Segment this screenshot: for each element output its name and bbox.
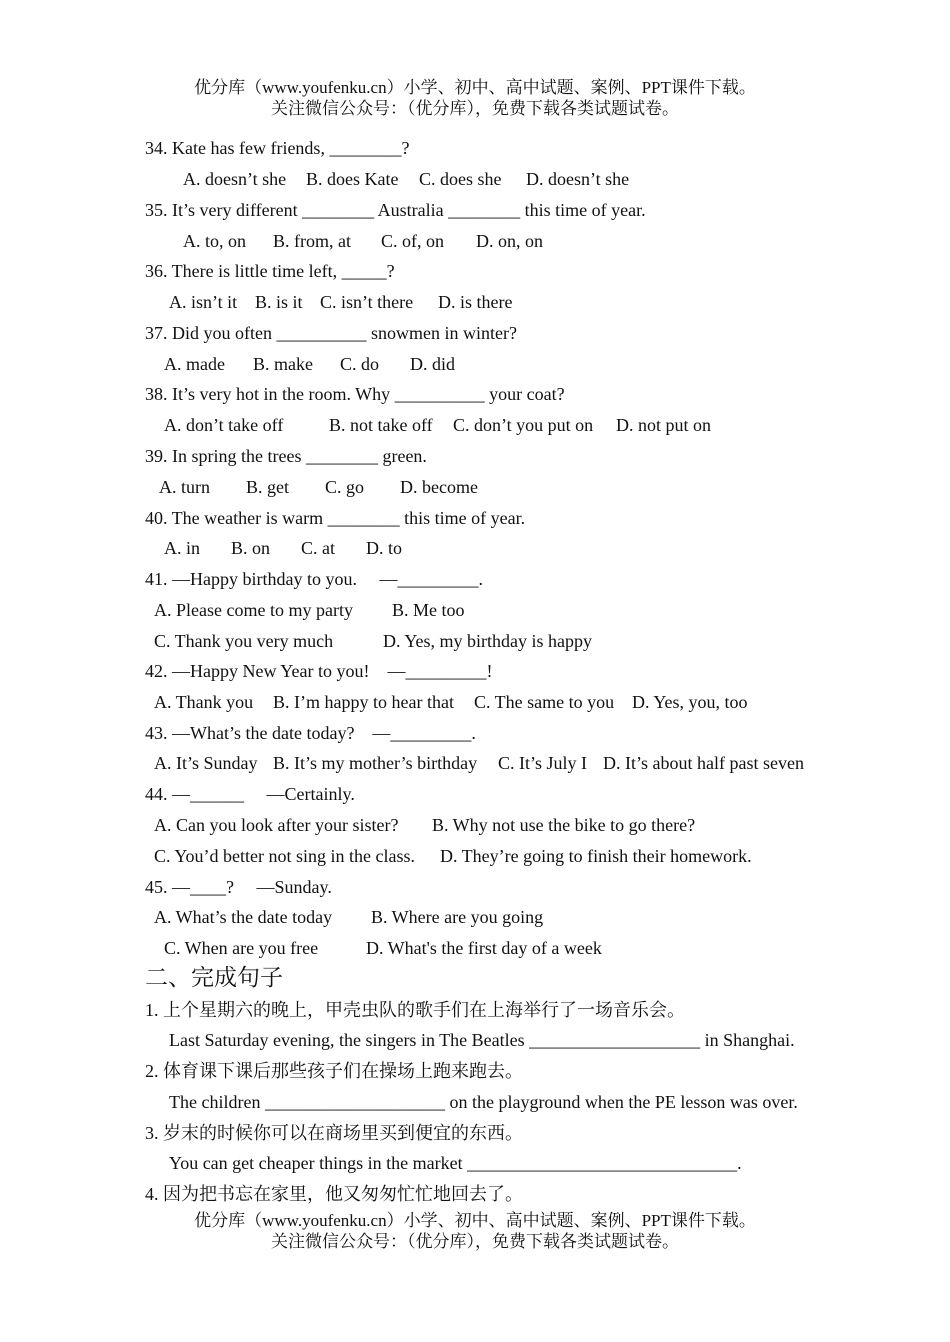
sentence-english: You can get cheaper things in the market ______________________________. <box>169 1153 742 1173</box>
option: B. on <box>231 538 271 558</box>
sentence-english: The children ____________________ on the playground when the PE lesson was over. <box>169 1092 798 1112</box>
option: C. When are you free <box>164 938 319 958</box>
option: C. do <box>340 354 380 374</box>
question-stem: 35. It’s very different ________ Australia ________ this time of year. <box>145 200 646 220</box>
question-stem: 43. —What’s the date today? —_________. <box>145 723 476 743</box>
option: A. Can you look after your sister? <box>154 815 399 835</box>
footer-line-1: 优分库（www.youfenku.cn）小学、初中、高中试题、案例、PPT课件下载。 <box>194 1211 756 1230</box>
option: C. isn’t there <box>320 292 414 312</box>
option: A. Thank you <box>154 692 254 712</box>
question-stem: 45. —____? —Sunday. <box>145 877 332 897</box>
option: B. get <box>246 477 289 497</box>
option: A. doesn’t she <box>183 169 287 189</box>
option: B. It’s my mother’s birthday <box>273 753 478 773</box>
option: B. from, at <box>273 231 351 251</box>
option: D. did <box>410 354 455 374</box>
option: D. It’s about half past seven <box>603 753 804 773</box>
option: A. turn <box>159 477 210 497</box>
question-stem: 41. —Happy birthday to you. —_________. <box>145 569 483 589</box>
option: C. You’d better not sing in the class. <box>154 846 415 866</box>
section-title: 二、完成句子 <box>145 965 283 990</box>
option: C. It’s July I <box>498 753 588 773</box>
option: D. What's the first day of a week <box>366 938 602 958</box>
header-line-2: 关注微信公众号：（优分库），免费下载各类试题试卷。 <box>271 99 679 118</box>
question-stem: 39. In spring the trees ________ green. <box>145 446 427 466</box>
question-stem: 37. Did you often __________ snowmen in winter? <box>145 323 517 343</box>
question-stem: 42. —Happy New Year to you! —_________! <box>145 661 493 681</box>
option: B. does Kate <box>306 169 399 189</box>
sentence-chinese: 3. 岁末的时候你可以在商场里买到便宜的东西。 <box>145 1123 523 1143</box>
option: C. does she <box>419 169 502 189</box>
question-stem: 40. The weather is warm ________ this time of year. <box>145 508 526 528</box>
option: D. doesn’t she <box>526 169 630 189</box>
sentence-chinese: 2. 体育课下课后那些孩子们在操场上跑来跑去。 <box>145 1061 523 1081</box>
question-stem: 38. It’s very hot in the room. Why __________ your coat? <box>145 384 565 404</box>
sentence-chinese: 4. 因为把书忘在家里，他又匆匆忙忙地回去了。 <box>145 1184 523 1204</box>
sentence-chinese: 1. 上个星期六的晚上，甲壳虫队的歌手们在上海举行了一场音乐会。 <box>145 1000 685 1020</box>
option: A. It’s Sunday <box>154 753 258 773</box>
option: A. to, on <box>183 231 246 251</box>
question-stem: 36. There is little time left, _____? <box>145 261 395 281</box>
option: B. Where are you going <box>371 907 544 927</box>
option: B. not take off <box>329 415 433 435</box>
question-stem: 44. —______ —Certainly. <box>145 784 355 804</box>
option: C. go <box>325 477 365 497</box>
option: A. Please come to my party <box>154 600 353 620</box>
option: D. They’re going to finish their homework. <box>440 846 752 866</box>
option: A. What’s the date today <box>154 907 333 927</box>
option: C. Thank you very much <box>154 631 334 651</box>
option: C. don’t you put on <box>453 415 594 435</box>
option: D. is there <box>438 292 513 312</box>
option: B. is it <box>255 292 303 312</box>
option: A. don’t take off <box>164 415 284 435</box>
option: C. of, on <box>381 231 444 251</box>
option: D. become <box>400 477 478 497</box>
option: D. not put on <box>616 415 712 435</box>
option: D. Yes, you, too <box>632 692 748 712</box>
option: C. at <box>301 538 335 558</box>
option: C. The same to you <box>474 692 615 712</box>
option: D. to <box>366 538 402 558</box>
option: A. in <box>164 538 200 558</box>
option: A. made <box>164 354 225 374</box>
option: B. Why not use the bike to go there? <box>432 815 696 835</box>
question-stem: 34. Kate has few friends, ________? <box>145 138 410 158</box>
footer-line-2: 关注微信公众号：（优分库），免费下载各类试题试卷。 <box>271 1232 679 1251</box>
option: B. make <box>253 354 313 374</box>
option: B. I’m happy to hear that <box>273 692 454 712</box>
option: B. Me too <box>392 600 465 620</box>
option: D. on, on <box>476 231 543 251</box>
header-line-1: 优分库（www.youfenku.cn）小学、初中、高中试题、案例、PPT课件下载。 <box>194 78 756 97</box>
option: A. isn’t it <box>169 292 238 312</box>
option: D. Yes, my birthday is happy <box>383 631 593 651</box>
sentence-english: Last Saturday evening, the singers in The Beatles ___________________ in Shanghai. <box>169 1030 795 1050</box>
